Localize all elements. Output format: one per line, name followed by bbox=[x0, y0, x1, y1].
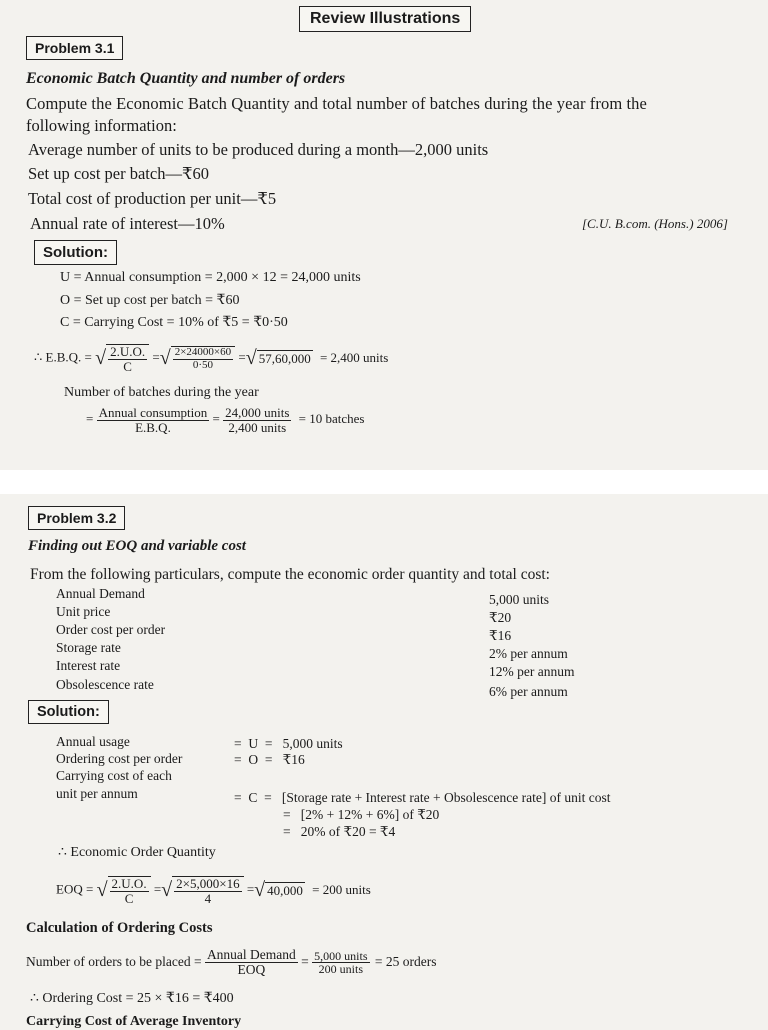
p1-intro-line2: following information: bbox=[26, 116, 177, 135]
problem-3-2-label bbox=[28, 506, 125, 530]
particular-value: ₹20 bbox=[489, 610, 512, 625]
p2-title: Finding out EOQ and variable cost bbox=[28, 538, 246, 554]
page-gap bbox=[0, 470, 768, 494]
problem-3-1-label bbox=[26, 36, 123, 60]
sqrt-sign: √ bbox=[95, 347, 107, 370]
p1-c-line: C = Carrying Cost = 10% of ₹5 = ₹0·50 bbox=[60, 315, 288, 330]
ebq-result: = 2,400 units bbox=[319, 349, 389, 365]
orders-fraction-numeric: $\frac{\text{5,000 units}}{\text{200 units}}$ bbox=[314, 948, 368, 977]
p2-carry-label-1: Carrying cost of each bbox=[56, 768, 172, 783]
ebq-prefix: ∴ E.B.Q. = bbox=[34, 349, 92, 365]
p2-carry-eq-1: = C = [Storage rate + Interest rate + Obsolescence rate] of unit cost bbox=[234, 790, 611, 805]
batches-fraction-numeric: $\frac{\text{24,000 units}}{\text{2,400 units}}$ bbox=[225, 405, 290, 435]
p2-orders-formula: Number of orders to be placed = $\frac{\text{Annual Demand}}{\text{EOQ}}$ = $\frac{\text{5,000 units}}{\text{200 units}}$ = 25 orders bbox=[26, 947, 437, 978]
particular-value: 5,000 units bbox=[489, 592, 550, 607]
particular-label: Obsolescence rate bbox=[56, 677, 154, 692]
p1-o-line: O = Set up cost per batch = ₹60 bbox=[60, 293, 240, 308]
p1-batches-formula: = $\frac{\text{Annual consumption}}{E.B.Q.}$ = $\frac{\text{24,000 units}}{\text{2,400 units}}$ = 10 batches bbox=[86, 405, 365, 435]
orders-fraction-symbolic: $\frac{\text{Annual Demand}}{\text{EOQ}}$ bbox=[206, 947, 296, 978]
p1-source-citation: [C.U. B.com. (Hons.) 2006] bbox=[582, 216, 728, 231]
review-illustrations-title: Review Illustrations bbox=[310, 10, 461, 27]
sqrt-sign: √ bbox=[96, 879, 108, 902]
batches-result: = 10 batches bbox=[298, 411, 365, 427]
particular-label: Interest rate bbox=[56, 658, 121, 673]
p2-carry-label-2: unit per annum bbox=[56, 786, 138, 801]
ebq-root-value: 57,60,000 bbox=[258, 351, 311, 367]
eoq-root-value: 40,000 bbox=[267, 883, 303, 899]
p2-intro: From the following particulars, compute the economic order quantity and total cost: bbox=[30, 566, 550, 583]
p2-solution-box bbox=[28, 700, 109, 724]
ebq-fraction-symbolic: $\frac{2.U.O.}{C}$ bbox=[110, 344, 146, 374]
p1-given-units: Average number of units to be produced during a month—2,000 units bbox=[28, 140, 489, 159]
p2-carry-eq-3: = 20% of ₹20 = ₹4 bbox=[283, 824, 396, 839]
particular-value: 2% per annum bbox=[489, 646, 568, 661]
p2-order-label: Ordering cost per order bbox=[56, 751, 183, 766]
sqrt-sign: √ bbox=[245, 347, 257, 370]
eoq-fraction-numeric: $\frac{2\times 5,000\times 16}{4}$ bbox=[176, 876, 240, 906]
particular-value: 12% per annum bbox=[489, 664, 575, 679]
eoq-result: = 200 units bbox=[312, 881, 371, 897]
sqrt-sign: √ bbox=[254, 879, 266, 902]
orders-prefix: Number of orders to be placed = bbox=[26, 953, 202, 969]
p2-order-eq: = O = ₹16 bbox=[234, 752, 305, 767]
p2-solution-label: Solution: bbox=[37, 704, 100, 720]
p2-carrying-heading: Carrying Cost of Average Inventory bbox=[26, 1014, 242, 1029]
sqrt-sign: √ bbox=[159, 347, 171, 370]
p1-intro-line1: Compute the Economic Batch Quantity and total number of batches during the year from the bbox=[26, 94, 647, 113]
problem-3-2-text: Problem 3.2 bbox=[37, 510, 117, 526]
eoq-fraction-symbolic: $\frac{2.U.O.}{C}$ bbox=[111, 876, 147, 906]
batches-fraction-symbolic: $\frac{\text{Annual consumption}}{E.B.Q.}$ bbox=[98, 405, 208, 435]
eoq-prefix: EOQ = bbox=[56, 881, 94, 897]
p1-title: Economic Batch Quantity and number of orders bbox=[26, 70, 346, 87]
p2-carry-eq-2: = [2% + 12% + 6%] of ₹20 bbox=[283, 807, 440, 822]
p2-ordering-cost: ∴ Ordering Cost = 25 × ₹16 = ₹400 bbox=[30, 991, 234, 1006]
p2-eoq-heading: ∴ Economic Order Quantity bbox=[58, 845, 216, 860]
orders-result: = 25 orders bbox=[374, 953, 437, 969]
p2-calc-heading: Calculation of Ordering Costs bbox=[26, 920, 213, 936]
p1-ebq-formula: ∴ E.B.Q. = √ $\frac{2.U.O.}{C}$ =√ $\frac{2\times 24000\times 60}{0\cdot 50}$ =√ 57,60,000 = 2,400 units bbox=[34, 344, 389, 374]
p2-usage-label: Annual usage bbox=[56, 734, 130, 749]
particular-value: 6% per annum bbox=[489, 684, 568, 699]
sqrt-sign: √ bbox=[161, 879, 173, 902]
p1-u-line: U = Annual consumption = 2,000 × 12 = 24,000 units bbox=[60, 270, 361, 285]
particular-label: Unit price bbox=[56, 604, 111, 619]
particular-value: ₹16 bbox=[489, 628, 512, 643]
p1-batches-label: Number of batches during the year bbox=[64, 385, 259, 400]
problem-3-1-text: Problem 3.1 bbox=[35, 40, 115, 56]
p1-given-interest: Annual rate of interest—10% bbox=[30, 214, 225, 233]
review-illustrations-box bbox=[299, 6, 471, 32]
p2-eoq-formula: EOQ = √ $\frac{2.U.O.}{C}$ =√ $\frac{2\times 5,000\times 16}{4}$ =√ 40,000 = 200 units bbox=[56, 876, 371, 906]
particular-label: Order cost per order bbox=[56, 622, 166, 637]
particular-label: Annual Demand bbox=[56, 586, 145, 601]
particular-label: Storage rate bbox=[56, 640, 121, 655]
p1-given-setup: Set up cost per batch—₹60 bbox=[28, 164, 209, 183]
p2-usage-eq: = U = 5,000 units bbox=[234, 736, 343, 751]
p1-solution-box bbox=[34, 240, 117, 265]
ebq-fraction-numeric: $\frac{2\times 24000\times 60}{0\cdot 50}$ bbox=[174, 346, 232, 371]
p1-solution-label: Solution: bbox=[43, 244, 108, 261]
p1-given-cost: Total cost of production per unit—₹5 bbox=[28, 189, 277, 208]
